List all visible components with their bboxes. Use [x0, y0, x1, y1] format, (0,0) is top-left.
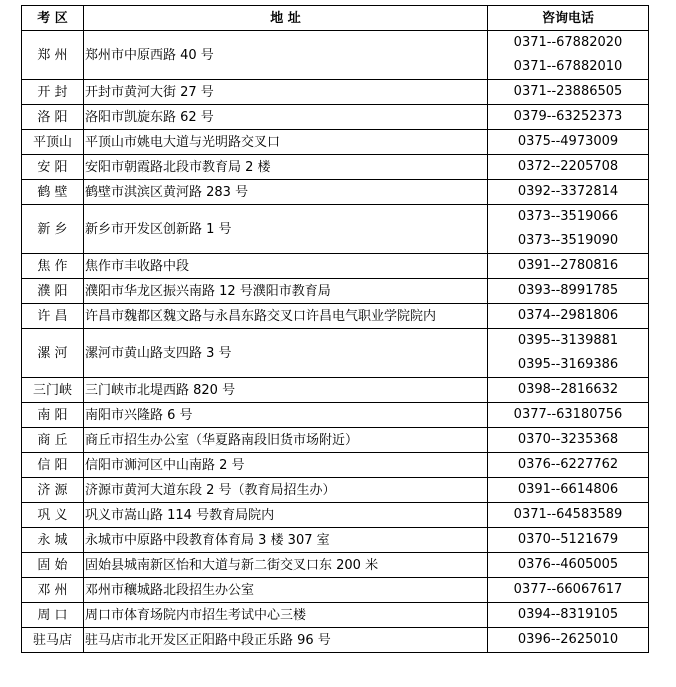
region-cell: 濮 阳 — [22, 279, 84, 304]
phone-cell — [488, 528, 649, 553]
region-cell: 鹤 壁 — [22, 180, 84, 205]
region-cell: 开 封 — [22, 80, 84, 105]
phone-number: 0395--3169386 — [517, 357, 619, 372]
table-header-row — [22, 6, 649, 31]
header-address: 地 址 — [84, 6, 488, 31]
header-phone: 咨询电话 — [488, 6, 649, 31]
phone-cell — [488, 304, 649, 329]
phone-number: 0379--63252373 — [513, 109, 623, 124]
phone-number: 0394--8319105 — [517, 607, 619, 622]
table-row — [22, 428, 649, 453]
address-cell: 济源市黄河大道东段 2 号（教育局招生办） — [84, 478, 488, 503]
exam-center-contact-table — [21, 5, 649, 653]
phone-cell — [488, 105, 649, 130]
phone-number: 0373--3519090 — [517, 233, 619, 248]
phone-cell — [488, 279, 649, 304]
region-cell: 周 口 — [22, 603, 84, 628]
phone-cell — [488, 254, 649, 279]
phone-cell — [488, 403, 649, 428]
address-cell: 商丘市招生办公室（华夏路南段旧货市场附近） — [84, 428, 488, 453]
phone-cell — [488, 553, 649, 578]
address-cell: 驻马店市北开发区正阳路中段正乐路 96 号 — [84, 628, 488, 653]
phone-cell — [488, 155, 649, 180]
table-row — [22, 528, 649, 553]
region-cell: 南 阳 — [22, 403, 84, 428]
phone-cell — [488, 478, 649, 503]
table-row — [22, 31, 649, 80]
address-cell: 安阳市朝霞路北段市教育局 2 楼 — [84, 155, 488, 180]
phone-number: 0393--8991785 — [517, 283, 619, 298]
region-cell: 固 始 — [22, 553, 84, 578]
address-cell: 邓州市穰城路北段招生办公室 — [84, 578, 488, 603]
table-row — [22, 329, 649, 378]
phone-cell — [488, 453, 649, 478]
table-row — [22, 478, 649, 503]
table-row — [22, 254, 649, 279]
header-region: 考 区 — [22, 6, 84, 31]
table-row — [22, 578, 649, 603]
address-cell: 新乡市开发区创新路 1 号 — [84, 205, 488, 254]
table-row — [22, 553, 649, 578]
address-cell: 开封市黄河大街 27 号 — [84, 80, 488, 105]
table-body — [22, 31, 649, 653]
table-row — [22, 180, 649, 205]
table-row — [22, 628, 649, 653]
region-cell: 许 昌 — [22, 304, 84, 329]
region-cell: 信 阳 — [22, 453, 84, 478]
exam-center-contact-table-container — [21, 5, 649, 653]
region-cell: 洛 阳 — [22, 105, 84, 130]
phone-cell — [488, 80, 649, 105]
phone-cell — [488, 130, 649, 155]
phone-number: 0396--2625010 — [517, 632, 619, 647]
address-cell: 郑州市中原西路 40 号 — [84, 31, 488, 80]
phone-number: 0370--5121679 — [517, 532, 619, 547]
phone-cell — [488, 180, 649, 205]
phone-cell — [488, 628, 649, 653]
table-row — [22, 603, 649, 628]
phone-cell — [488, 428, 649, 453]
phone-number: 0374--2981806 — [517, 308, 619, 323]
phone-cell — [488, 205, 649, 254]
phone-number: 0376--4605005 — [517, 557, 619, 572]
phone-number: 0392--3372814 — [517, 184, 619, 199]
address-cell: 平顶山市姚电大道与光明路交叉口 — [84, 130, 488, 155]
phone-number: 0376--6227762 — [517, 457, 619, 472]
region-cell: 郑 州 — [22, 31, 84, 80]
table-row — [22, 155, 649, 180]
region-cell: 济 源 — [22, 478, 84, 503]
region-cell: 巩 义 — [22, 503, 84, 528]
address-cell: 濮阳市华龙区振兴南路 12 号濮阳市教育局 — [84, 279, 488, 304]
table-row — [22, 503, 649, 528]
table-row — [22, 205, 649, 254]
phone-number: 0371--67882020 — [513, 35, 623, 50]
table-row — [22, 378, 649, 403]
phone-cell — [488, 31, 649, 80]
table-row — [22, 130, 649, 155]
phone-number: 0395--3139881 — [517, 333, 619, 348]
region-cell: 三门峡 — [22, 378, 84, 403]
address-cell: 许昌市魏都区魏文路与永昌东路交叉口许昌电气职业学院院内 — [84, 304, 488, 329]
phone-number: 0377--66067617 — [513, 582, 623, 597]
phone-cell — [488, 603, 649, 628]
address-cell: 巩义市嵩山路 114 号教育局院内 — [84, 503, 488, 528]
address-cell: 三门峡市北堤西路 820 号 — [84, 378, 488, 403]
phone-number: 0377--63180756 — [513, 407, 623, 422]
phone-number: 0391--6614806 — [517, 482, 619, 497]
address-cell: 漯河市黄山路支四路 3 号 — [84, 329, 488, 378]
address-cell: 固始县城南新区怡和大道与新二街交叉口东 200 米 — [84, 553, 488, 578]
region-cell: 漯 河 — [22, 329, 84, 378]
region-cell: 邓 州 — [22, 578, 84, 603]
phone-cell — [488, 378, 649, 403]
region-cell: 安 阳 — [22, 155, 84, 180]
phone-number: 0375--4973009 — [517, 134, 619, 149]
region-cell: 焦 作 — [22, 254, 84, 279]
phone-number: 0371--67882010 — [513, 59, 623, 74]
region-cell: 新 乡 — [22, 205, 84, 254]
address-cell: 焦作市丰收路中段 — [84, 254, 488, 279]
phone-number: 0370--3235368 — [517, 432, 619, 447]
table-row — [22, 105, 649, 130]
table-row — [22, 279, 649, 304]
phone-number: 0373--3519066 — [517, 209, 619, 224]
phone-number: 0398--2816632 — [517, 382, 619, 397]
table-row — [22, 453, 649, 478]
address-cell: 南阳市兴隆路 6 号 — [84, 403, 488, 428]
region-cell: 驻马店 — [22, 628, 84, 653]
phone-cell — [488, 329, 649, 378]
address-cell: 信阳市浉河区中山南路 2 号 — [84, 453, 488, 478]
region-cell: 平顶山 — [22, 130, 84, 155]
phone-cell — [488, 578, 649, 603]
phone-number: 0372--2205708 — [517, 159, 619, 174]
table-row — [22, 403, 649, 428]
address-cell: 洛阳市凯旋东路 62 号 — [84, 105, 488, 130]
phone-cell — [488, 503, 649, 528]
region-cell: 永 城 — [22, 528, 84, 553]
phone-number: 0371--23886505 — [513, 84, 623, 99]
phone-number: 0371--64583589 — [513, 507, 623, 522]
region-cell: 商 丘 — [22, 428, 84, 453]
phone-number: 0391--2780816 — [517, 258, 619, 273]
address-cell: 永城市中原路中段教育体育局 3 楼 307 室 — [84, 528, 488, 553]
address-cell: 鹤壁市淇滨区黄河路 283 号 — [84, 180, 488, 205]
address-cell: 周口市体育场院内市招生考试中心三楼 — [84, 603, 488, 628]
table-row — [22, 80, 649, 105]
table-row — [22, 304, 649, 329]
